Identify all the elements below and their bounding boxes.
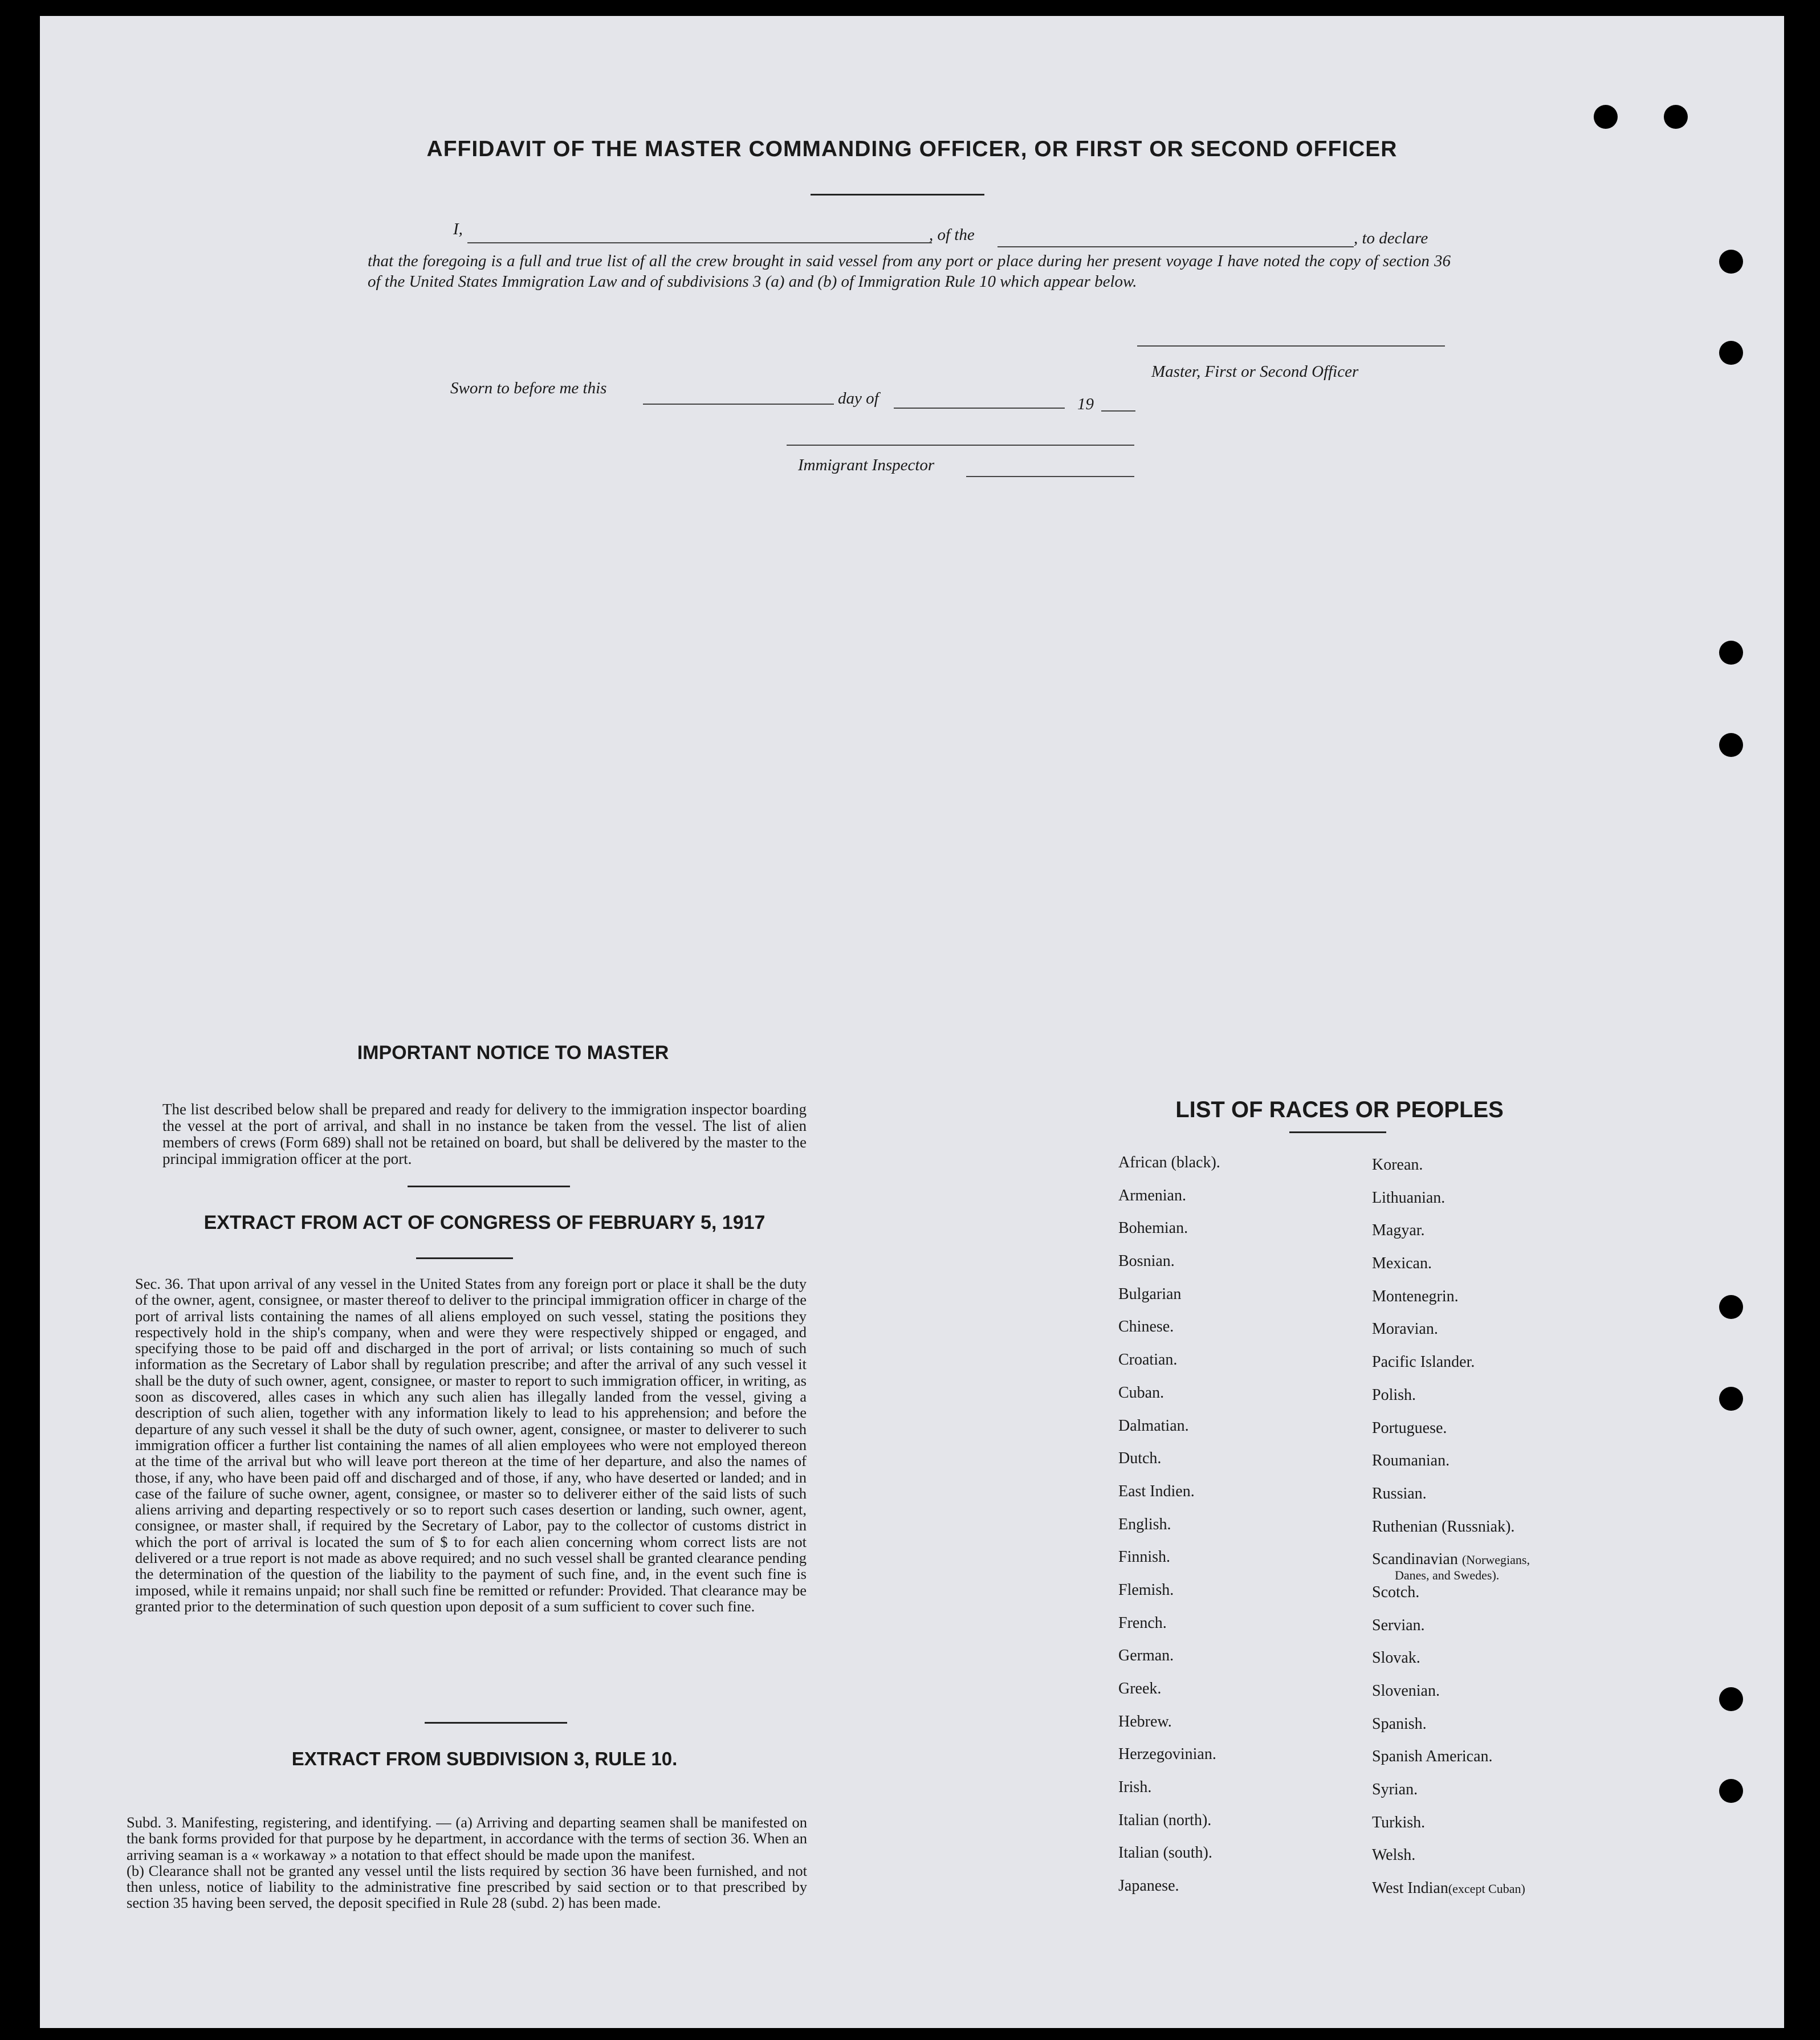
race-item: Bulgarian <box>1118 1285 1182 1303</box>
race-item: Greek. <box>1118 1680 1162 1697</box>
affidavit-declare-label: , to declare <box>1354 229 1428 247</box>
race-item: Korean. <box>1372 1156 1423 1174</box>
inspector-blank-line <box>966 476 1134 477</box>
race-item: Russian. <box>1372 1484 1427 1502</box>
race-item: Herzegovinian. <box>1118 1745 1216 1764</box>
scandinavian-note-2: Danes, and Swedes). <box>1395 1568 1500 1583</box>
race-item: Spanish. <box>1372 1715 1427 1733</box>
affidavit-title: AFFIDAVIT OF THE MASTER COMMANDING OFFICER, OR FIRST OR SECOND OFFICER <box>426 137 1398 161</box>
race-item: Portuguese. <box>1372 1419 1447 1437</box>
sworn-month-line <box>894 408 1065 409</box>
race-item: Hebrew. <box>1118 1712 1172 1730</box>
race-item: Spanish American. <box>1372 1748 1493 1766</box>
race-item: Roumanian. <box>1372 1452 1450 1470</box>
race-item: Irish. <box>1118 1778 1152 1797</box>
race-item-label: West Indian <box>1372 1879 1448 1898</box>
punch-hole <box>1719 641 1743 665</box>
race-item: Japanese. <box>1118 1877 1179 1895</box>
race-item: Polish. <box>1372 1386 1416 1404</box>
act-extract-title: EXTRACT FROM ACT OF CONGRESS OF FEBRUARY 5, 1917 <box>203 1212 766 1233</box>
race-item: Magyar. <box>1372 1221 1425 1240</box>
punch-hole <box>1664 105 1688 129</box>
race-item: Bosnian. <box>1118 1252 1175 1271</box>
races-left-column <box>1118 1151 1346 1908</box>
rule-extract-paragraph-a: Subd. 3. Manifesting, registering, and identifying. — (a) Arriving and departing seamen shall be manifested on the bank forms provided for that purpose by he department, in accordance with the terms of section 36. When an arriving seaman is a « workaway » a notation to that effect should be made upon the manifest. <box>127 1814 807 1863</box>
inspector-label: Immigrant Inspector <box>798 456 935 474</box>
title-divider <box>811 194 984 196</box>
master-signature-label: Master, First or Second Officer <box>1151 363 1359 381</box>
races-divider <box>1289 1131 1386 1133</box>
rule-extract-title: EXTRACT FROM SUBDIVISION 3, RULE 10. <box>291 1748 678 1769</box>
act-extract-divider <box>416 1257 513 1259</box>
race-item: Lithuanian. <box>1372 1188 1446 1207</box>
race-item-label: Scandinavian <box>1372 1550 1458 1569</box>
scandinavian-note-1: (Norwegians, <box>1461 1553 1530 1567</box>
race-item: Bohemian. <box>1118 1219 1188 1237</box>
master-signature-line <box>1137 345 1445 347</box>
race-item-scandinavian <box>1372 1548 1668 1581</box>
race-item-west-indian <box>1372 1877 1668 1910</box>
punch-hole <box>1719 250 1743 274</box>
race-item: German. <box>1118 1647 1174 1665</box>
rule-extract-paragraph-b: (b) Clearance shall not be granted any vessel until the lists required by section 36 have been furnished, and not then unless, notice of liability to the administrative fine prescribed by said section or to that prescribed by section 35 having been served, the deposit specified in Rule 28 (subd. 2) has been made. <box>127 1862 807 1912</box>
punch-hole <box>1719 1387 1743 1411</box>
race-item: Montenegrin. <box>1372 1287 1459 1305</box>
race-item: Mexican. <box>1372 1255 1432 1273</box>
race-item: Pacific Islander. <box>1372 1353 1475 1371</box>
race-item: Scotch. <box>1372 1583 1420 1601</box>
race-item: Moravian. <box>1372 1320 1438 1338</box>
affidavit-body: that the foregoing is a full and true list of all the crew brought in said vessel from any port or place during her present voyage I have noted the copy of section 36 of the United States Immigration Law and of subdivisions 3 (a) and (b) of Immigration Rule 10 which appear below. <box>368 252 1451 291</box>
notice-title: IMPORTANT NOTICE TO MASTER <box>357 1042 669 1064</box>
races-right-column <box>1372 1154 1668 1910</box>
race-item: Armenian. <box>1118 1186 1186 1204</box>
punch-hole <box>1719 1779 1743 1803</box>
vessel-blank-line <box>997 246 1354 247</box>
inspector-signature-line <box>787 445 1134 446</box>
races-title: LIST OF RACES OR PEOPLES <box>1175 1097 1504 1122</box>
race-item: Flemish. <box>1118 1581 1174 1599</box>
sworn-day-line <box>643 404 834 405</box>
race-item: Syrian. <box>1372 1781 1418 1799</box>
punch-hole <box>1719 341 1743 365</box>
day-of-label: day of <box>838 389 879 408</box>
race-item: Ruthenian (Russniak). <box>1372 1517 1515 1536</box>
notice-divider <box>408 1186 570 1187</box>
race-item: Chinese. <box>1118 1318 1174 1336</box>
race-item: East Indien. <box>1118 1482 1195 1500</box>
punch-hole <box>1719 1295 1743 1319</box>
race-item: African (black). <box>1118 1154 1220 1171</box>
sworn-label: Sworn to before me this <box>450 379 607 397</box>
race-item: Slovenian. <box>1372 1682 1440 1700</box>
race-item: English. <box>1118 1515 1171 1533</box>
race-item: Italian (south). <box>1118 1844 1212 1862</box>
rule-extract-body <box>127 1814 807 1911</box>
race-item: Cuban. <box>1118 1383 1165 1402</box>
race-item: Dutch. <box>1118 1449 1162 1468</box>
race-item: Italian (north). <box>1118 1811 1212 1829</box>
west-indian-note: (except Cuban) <box>1448 1882 1525 1896</box>
race-item: French. <box>1118 1614 1167 1632</box>
punch-hole <box>1719 733 1743 757</box>
year-label: 19 <box>1077 395 1094 413</box>
race-item: Servian. <box>1372 1616 1425 1634</box>
punch-hole <box>1594 105 1618 129</box>
notice-body: The list described below shall be prepared and ready for delivery to the immigration inspector boarding the vessel at the port of arrival, and shall in no instance be taken from the vessel. The list of alien members of crews (Form 689) shall not be retained on board, but shall be delivered by the master to the principal immigration officer at the port. <box>162 1101 807 1167</box>
race-item: Dalmatian. <box>1118 1416 1189 1435</box>
act-extract-body: Sec. 36. That upon arrival of any vessel in the United States from any foreign port or place it shall be the duty of the owner, agent, consignee, or master thereof to deliver to the principal immigration officer in charge of the port of arrival lists containing the names of all aliens employed on such vessel, stating the positions they respectively hold in the ship's company, when and were they were respectively shipped or engaged, and specifying those to be paid off and discharged in the port of arrival; or lists containing so much of such information as the Secretary of Labor shall by regulation prescribe; and after the arrival of any such vessel it shall be the duty of such owner, agent, consignee, or master to report to such immigration officer, in writing, as soon as discovered, alles cases in which any such alien has illegally landed from the vessel, giving a description of such alien, together with any information likely to lead to his apprehension; and before the departure of any such vessel it shall be the duty of such owner, agent, consignee, or master to deliverer to such immigration officer a further list containing the names of all alien employees who were not employed thereon at the time of the arrival but who will leave port thereon at the time of her departure, and also the names of those, if any, who have been paid off and discharged and of those, if any, who have deserted or landed; and in case of the failure of suche owner, agent, consignee, or master so to deliverer either of the said lists of such aliens arriving and departing respectively or so to report such cases desertion or landing, such owner, agent, consignee, or master shall, if required by the Secretary of Labor, pay to the collector of customs district in which the port of arrival is located the sum of $ to for each alien concerning whom correct lists are not delivered or a true report is not made as above required; and no such vessel shall be granted clearance pending the determination of the question of the liability to the payment of such fine, and, in the event such fine is imposed, while it remains unpaid; nor shall such fine be remitted or refunder: Provided. That clearance may be granted prior to the determination of such question upon deposit of a sum sufficient to cover such fine. <box>135 1275 807 1615</box>
race-item: Croatian. <box>1118 1351 1178 1369</box>
sworn-year-line <box>1101 410 1135 412</box>
name-blank-line <box>467 242 932 243</box>
rule-extract-top-divider <box>425 1722 567 1724</box>
punch-hole <box>1719 1687 1743 1711</box>
race-item: Turkish. <box>1372 1813 1426 1831</box>
affidavit-i-label: I, <box>453 220 463 238</box>
race-item: Slovak. <box>1372 1649 1420 1667</box>
affidavit-of-the-label: , of the <box>929 226 975 244</box>
race-item: Finnish. <box>1118 1548 1171 1566</box>
race-item: Welsh. <box>1372 1846 1416 1864</box>
